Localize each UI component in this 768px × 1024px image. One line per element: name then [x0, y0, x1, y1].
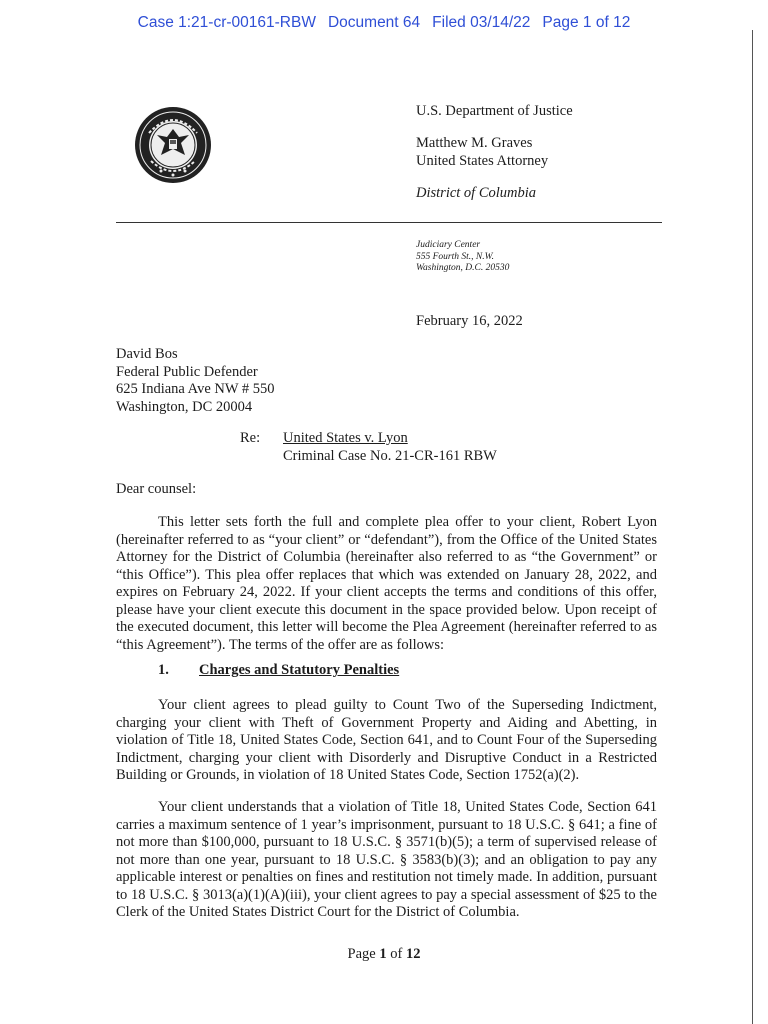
office-address	[416, 240, 509, 275]
attorney-name: Matthew M. Graves	[416, 135, 533, 151]
letterhead-divider	[116, 222, 662, 223]
case-title: United States v. Lyon	[283, 430, 408, 446]
document-number: Document 64	[327, 14, 421, 31]
address-line-1: Judiciary Center	[416, 240, 481, 250]
district-name: District of Columbia	[416, 185, 537, 201]
footer-current-page: 1	[379, 946, 387, 962]
agency-block	[416, 102, 573, 202]
recipient-name: David Bos	[116, 346, 178, 362]
section-title: Charges and Statutory Penalties	[199, 662, 400, 678]
section-number: 1.	[158, 662, 169, 678]
footer-of: of	[386, 946, 406, 962]
header-page-count: Page 1 of 12	[542, 14, 631, 31]
footer-prefix: Page	[347, 946, 380, 962]
recipient-street: 625 Indiana Ave NW # 550	[116, 381, 275, 397]
case-number: Case 1:21-cr-00161-RBW	[137, 14, 316, 31]
recipient-city: Washington, DC 20004	[116, 398, 253, 415]
penalties-paragraph: Your client understands that a violation of Title 18, United States Code, Section 641 carries a maximum sentence of 1 year’s imprisonment, pursuant to 18 U.S.C. § 641; a fine of not more than $100,000, pursuant to 18 U.S.C. § 3571(b)(5); a term of supervised release of not more than one year, pursuant to 18 U.S.C. § 3583(b)(3); and an obligation to pay any applicable interest or penalties on fines and restitution not timely made. In addition, pursuant to 18 U.S.C. § 3013(a)(1)(A)(iii), your client agrees to pay a special assessment of $25 to the Clerk of the United States District Court for the District of Columbia.	[116, 799, 657, 920]
court-filing-header	[0, 14, 768, 32]
department-name: U.S. Department of Justice	[416, 103, 573, 119]
scan-edge-line	[752, 30, 753, 1024]
re-label: Re:	[240, 430, 261, 446]
page-footer	[0, 946, 768, 963]
footer-total-pages: 12	[405, 946, 421, 962]
criminal-case-number: Criminal Case No. 21-CR-161 RBW	[283, 447, 497, 464]
recipient-block	[116, 346, 275, 416]
attorney-title: United States Attorney	[416, 153, 549, 169]
doj-seal-icon	[133, 105, 213, 185]
salutation: Dear counsel:	[116, 481, 197, 497]
charges-paragraph: Your client agrees to plead guilty to Count Two of the Superseding Indictment, charging your client with Theft of Government Property and Aiding and Abetting, in violation of Title 18, United States Code, Section 641, and to Count Four of the Superseding Indictment, charging your client with Disorderly and Disruptive Conduct in a Restricted Building or Grounds, in violation of 18 United States Code, Section 1752(a)(2).	[116, 697, 657, 783]
intro-paragraph: This letter sets forth the full and complete plea offer to your client, Robert Lyon (hereinafter referred to as “your client” or “defendant”), from the Office of the United States Attorney for the District of Columbia (hereinafter also referred to as “the Government” or “this Office”). This plea offer replaces that which was extended on January 28, 2022, and expires on February 24, 2022. If your client accepts the terms and conditions of this offer, please have your client execute this document in the space provided below. Upon receipt of the executed document, this letter will become the Plea Agreement (hereinafter referred to as “this Agreement”). The terms of the offer are as follows:	[116, 514, 657, 653]
filed-date: Filed 03/14/22	[432, 14, 531, 31]
recipient-office: Federal Public Defender	[116, 363, 258, 380]
address-line-2: 555 Fourth St., N.W.	[416, 251, 495, 262]
letter-date: February 16, 2022	[416, 313, 523, 329]
address-line-3: Washington, D.C. 20530	[416, 263, 510, 273]
